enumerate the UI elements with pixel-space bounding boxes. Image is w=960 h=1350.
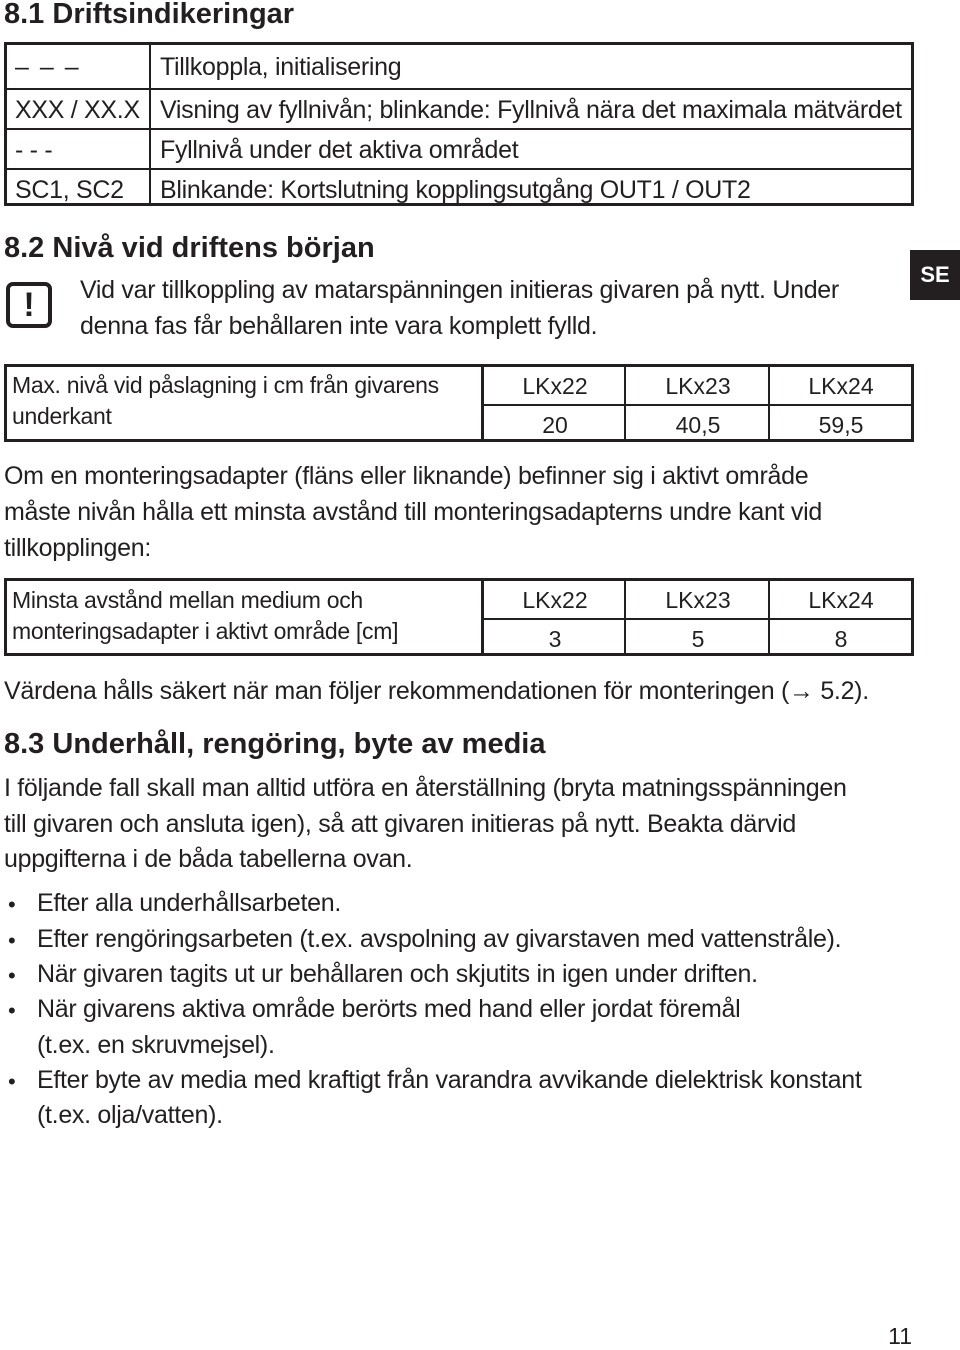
table2-label-line2: monteringsadapter i aktivt område [cm] [12,618,399,644]
display-description: Visning av fyllnivån; blinkande: Fyllnivå nära det maximala mätvärdet [160,96,902,124]
paragraph-line: till givaren och ansluta igen), så att givaren initieras på nytt. Beakta därvid [4,810,797,838]
bullet-icon: • [8,1069,16,1094]
display-code: - - - [15,136,53,164]
table1-values [481,364,914,442]
list-item-continuation: (t.ex. en skruvmejsel). [37,1031,275,1059]
list-item: När givaren tagits ut ur behållaren och skjutits in igen under driften. [37,960,758,988]
page-number: 11 [888,1323,912,1349]
bullet-icon: • [8,998,16,1023]
table2-value: 8 [834,626,848,652]
display-description: Tillkoppla, initialisering [160,53,402,81]
table-row [7,88,911,130]
table1-header: LKx24 [808,373,874,399]
paragraph-line: Om en monteringsadapter (fläns eller liknande) befinner sig i aktivt område [4,462,809,490]
table-row [7,45,911,90]
bullet-icon: • [8,892,16,917]
table1-header: LKx22 [522,373,588,399]
table1-value: 59,5 [818,412,864,438]
bullet-icon: • [8,928,16,953]
table2-header: LKx24 [808,587,874,613]
language-tab: SE [910,250,960,300]
table1-value: 20 [542,412,568,438]
display-description: Blinkande: Kortslutning kopplingsutgång OUT1 / OUT2 [160,176,751,204]
paragraph-line: I följande fall skall man alltid utföra en återställning (bryta matningsspänningen [4,774,847,802]
table1-header: LKx23 [665,373,731,399]
table2-header: LKx23 [665,587,731,613]
table-row [7,168,911,208]
list-item: Efter byte av media med kraftigt från varandra avvikande dielektrisk konstant [37,1066,862,1094]
table2-header: LKx22 [522,587,588,613]
display-description: Fyllnivå under det aktiva området [160,136,519,164]
note-text: Värdena hålls säkert när man följer rekommendationen för monteringen (→ 5.2). [4,677,869,705]
paragraph-line: uppgifterna i de båda tabellerna ovan. [4,845,413,873]
table2-value: 5 [691,626,705,652]
heading-8-3: 8.3 Underhåll, rengöring, byte av media [4,728,546,760]
warning-icon: ! [6,282,52,328]
display-code: ‒ ‒ ‒ [15,53,81,81]
bullet-icon: • [8,963,16,988]
display-code: SC1, SC2 [15,176,124,204]
paragraph-line: måste nivån hålla ett minsta avstånd till monteringsadapterns undre kant vid [4,498,822,526]
table2-value: 3 [548,626,562,652]
display-code: XXX / XX.X [15,96,140,124]
table2-label-line1: Minsta avstånd mellan medium och [12,587,363,613]
list-item: När givarens aktiva område berörts med hand eller jordat föremål [37,995,741,1023]
table1-value: 40,5 [675,412,721,438]
table1-label-line2: underkant [12,403,112,429]
paragraph-line: tillkopplingen: [4,534,151,562]
list-item: Efter rengöringsarbeten (t.ex. avspolning av givarstaven med vattenstråle). [37,925,842,953]
warning-text-line2: denna fas får behållaren inte vara komplett fylld. [80,312,598,340]
table2-values [481,578,914,656]
list-item-continuation: (t.ex. olja/vatten). [37,1101,223,1129]
warning-text-line1: Vid var tillkoppling av matarspänningen initieras givaren på nytt. Under [80,276,839,304]
table-row [7,128,911,170]
table1-label-line1: Max. nivå vid påslagning i cm från givarens [12,372,439,398]
status-table [4,42,914,206]
heading-8-1: 8.1 Driftsindikeringar [4,0,295,30]
column-divider [149,45,151,203]
list-item: Efter alla underhållsarbeten. [37,889,341,917]
heading-8-2: 8.2 Nivå vid driftens början [4,232,375,264]
